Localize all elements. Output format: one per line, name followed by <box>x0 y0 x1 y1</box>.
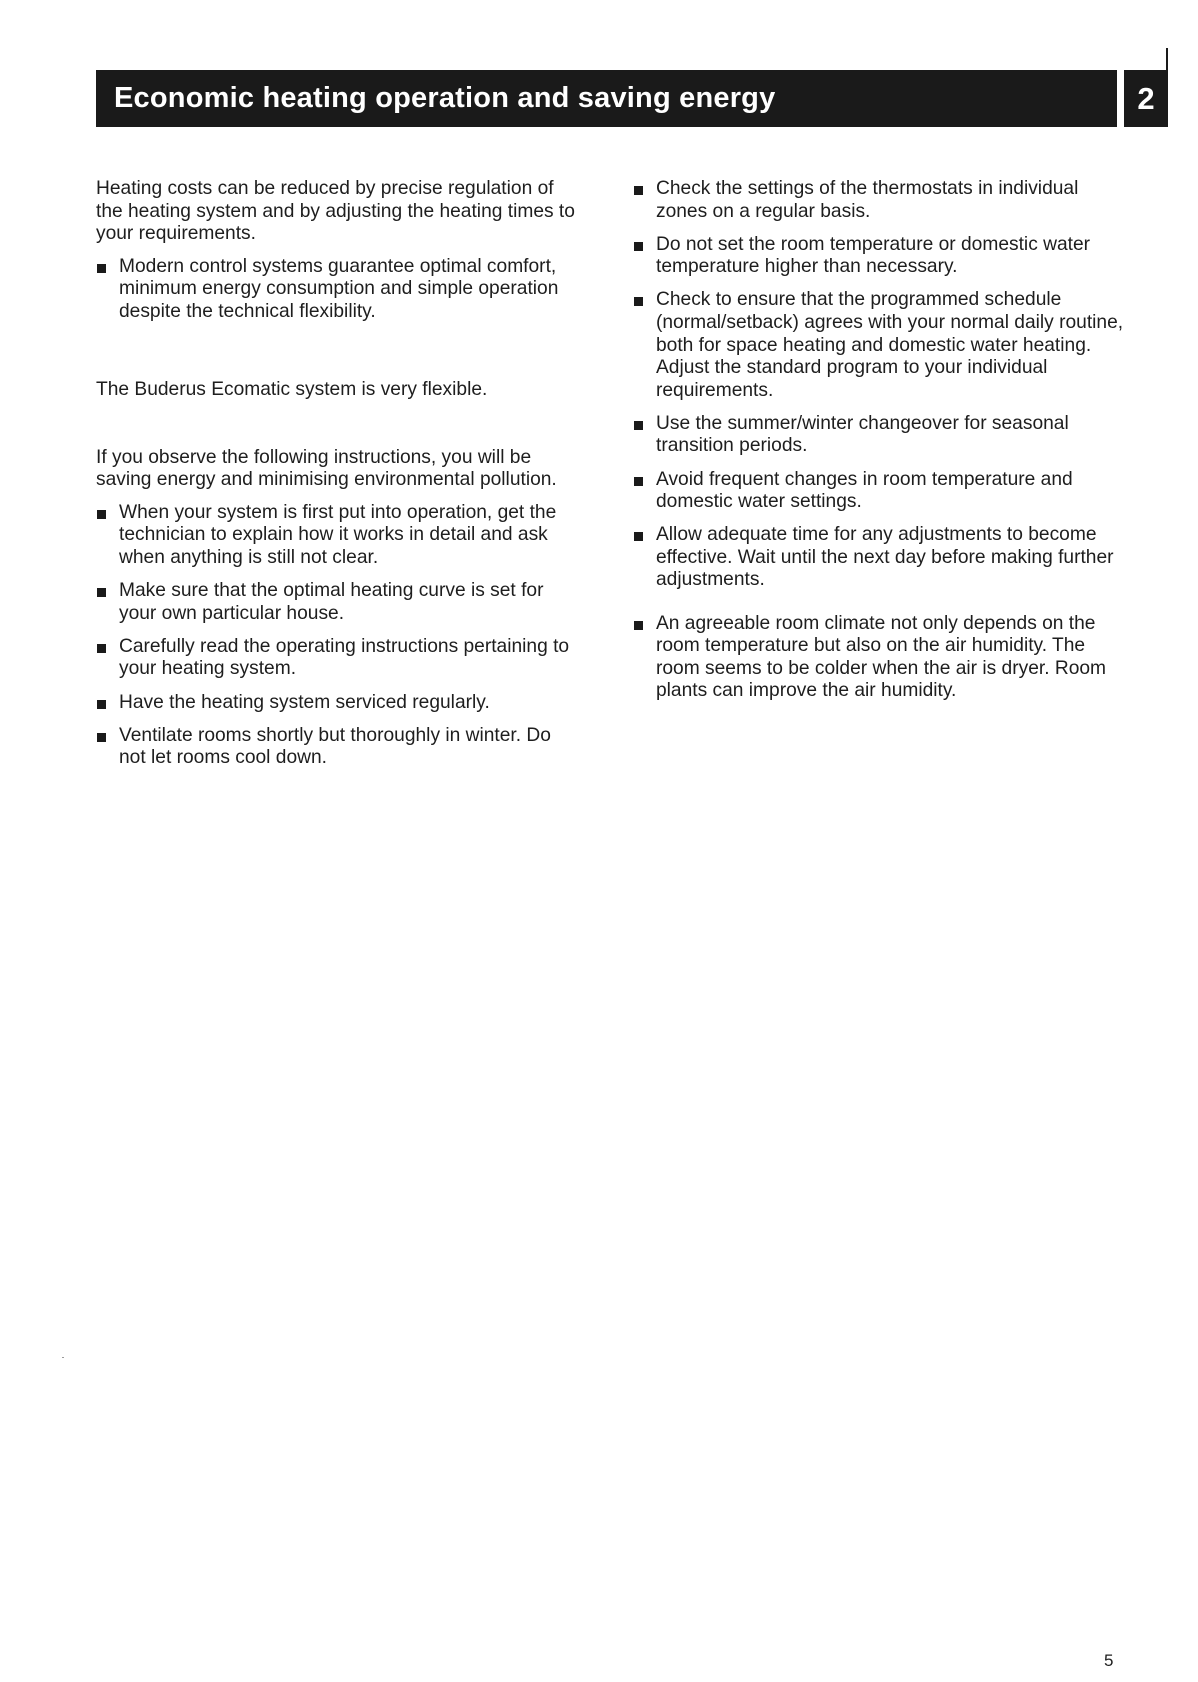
flexible-note: The Buderus Ecomatic system is very flexible. <box>96 379 488 401</box>
list-item-text: Ventilate rooms shortly but thoroughly in winter. Do not let rooms cool down. <box>119 724 551 769</box>
list-item-text: Have the heating system serviced regularly. <box>119 691 490 713</box>
list-item <box>633 289 1133 402</box>
list-item <box>96 502 576 570</box>
list-item <box>633 613 1133 703</box>
list-item <box>96 256 576 324</box>
right-column <box>633 178 1133 713</box>
instructions-intro: If you observe the following instructions, you will be saving energy and minimising environmental pollution. <box>96 446 557 491</box>
list-item-text: Avoid frequent changes in room temperature and domestic water settings. <box>656 468 1073 513</box>
square-bullet-icon <box>634 477 643 486</box>
tips-bullet-list <box>633 178 1133 592</box>
page-number: 5 <box>1104 1651 1114 1670</box>
left-column <box>96 178 576 780</box>
instruction-bullet-list <box>96 502 576 770</box>
chapter-number: 2 <box>1137 80 1155 116</box>
list-item-text: Do not set the room temperature or domestic water temperature higher than necessary. <box>656 233 1091 278</box>
list-item-text: Modern control systems guarantee optimal comfort, minimum energy consumption and simple operation despite the technical flexibility. <box>119 255 559 322</box>
list-item <box>633 469 1133 514</box>
list-item <box>633 413 1133 458</box>
square-bullet-icon <box>634 421 643 430</box>
square-bullet-icon <box>97 700 106 709</box>
intro-bullet-list <box>96 256 576 324</box>
intro-paragraph: Heating costs can be reduced by precise regulation of the heating system and by adjusting the heating times to your requirements. <box>96 178 575 245</box>
list-item-text: Use the summer/winter changeover for seasonal transition periods. <box>656 412 1069 457</box>
square-bullet-icon <box>97 510 106 519</box>
square-bullet-icon <box>634 532 643 541</box>
list-item <box>96 692 576 715</box>
list-item <box>633 178 1133 223</box>
square-bullet-icon <box>634 297 643 306</box>
list-item-text: Make sure that the optimal heating curve is set for your own particular house. <box>119 580 544 624</box>
square-bullet-icon <box>634 242 643 251</box>
list-item-text: An agreeable room climate not only depends on the room temperature but also on the air humidity. The room seems to be colder when the air is dryer. Room plants can improve the air humidity. <box>656 612 1107 702</box>
list-item <box>633 234 1133 279</box>
list-item-text: Check to ensure that the programmed schedule (normal/setback) agrees with your normal daily routine, both for space heating and domestic water heating. Adjust the standard program to your individual requirements. <box>656 289 1124 401</box>
list-item <box>633 524 1133 592</box>
list-item-text: When your system is first put into operation, get the technician to explain how it works in detail and ask when anything is still not clear. <box>119 501 557 569</box>
list-item <box>96 580 576 625</box>
scan-artifact <box>62 1357 64 1358</box>
square-bullet-icon <box>97 644 106 653</box>
list-item <box>96 636 576 681</box>
section-title: Economic heating operation and saving energy <box>114 82 776 114</box>
square-bullet-icon <box>634 186 643 195</box>
humidity-bullet-list <box>633 613 1133 703</box>
chapter-tab <box>1124 70 1168 127</box>
list-item-text: Allow adequate time for any adjustments to become effective. Wait until the next day before making further adjustments. <box>656 524 1114 591</box>
section-header <box>96 70 1117 127</box>
list-item-text: Check the settings of the thermostats in individual zones on a regular basis. <box>656 178 1079 222</box>
square-bullet-icon <box>97 264 106 273</box>
square-bullet-icon <box>634 621 643 630</box>
square-bullet-icon <box>97 733 106 742</box>
square-bullet-icon <box>97 588 106 597</box>
list-item <box>96 725 576 770</box>
list-item-text: Carefully read the operating instructions pertaining to your heating system. <box>119 635 570 680</box>
